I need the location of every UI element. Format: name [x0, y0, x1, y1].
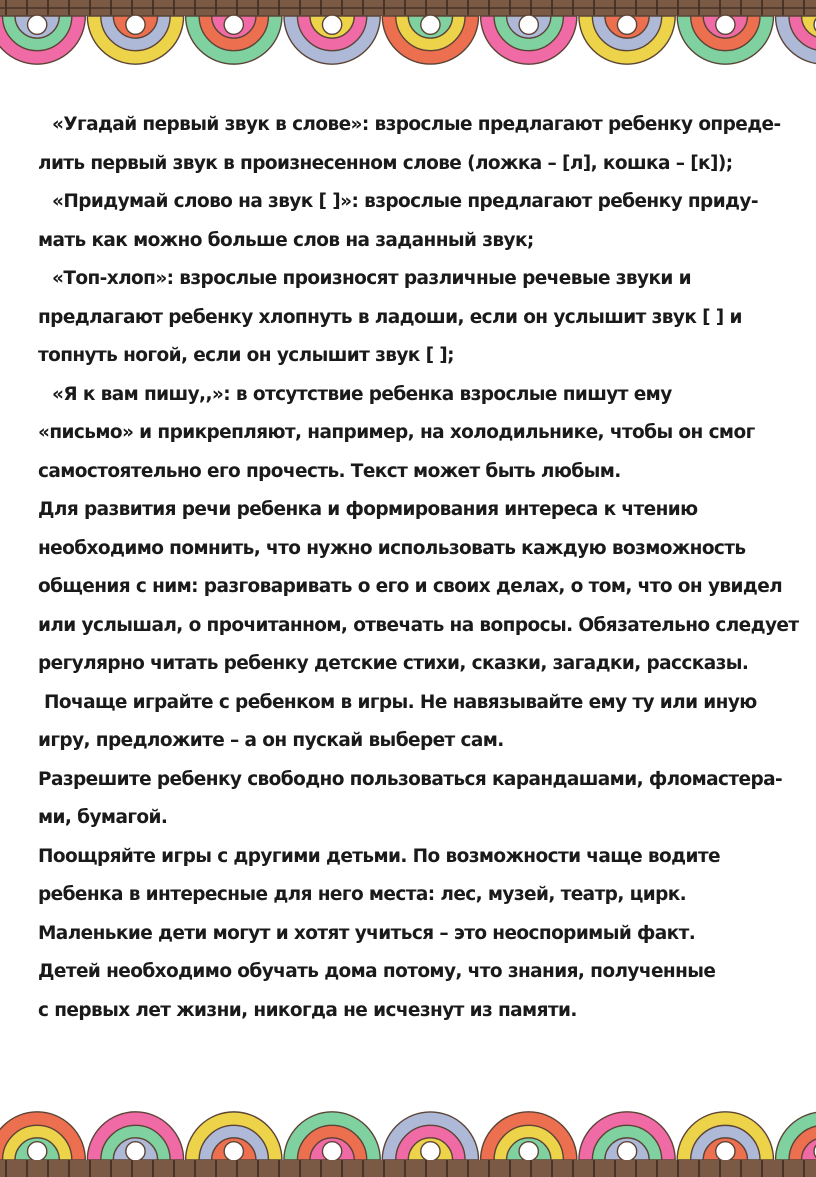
scallop	[284, 1112, 380, 1161]
scallop-eye	[322, 1142, 341, 1161]
text-line: с первых лет жизни, никогда не исчезнут из памяти.	[38, 999, 577, 1021]
scallop	[186, 1112, 282, 1161]
scallop	[382, 15, 478, 64]
scallop-eye	[224, 1142, 243, 1161]
scallop	[0, 15, 85, 64]
scallop	[87, 1112, 183, 1161]
text-line: Поощряйте игры с другими детьми. По возможности чаще водите	[38, 845, 720, 867]
text-line: мать как можно больше слов на заданный звук;	[38, 229, 534, 251]
text-line: общения с ним: разговаривать о его и своих делах, о том, что он увидел	[38, 576, 783, 597]
text-line: ми, бумагой.	[38, 807, 168, 828]
text-line: или услышал, о прочитанном, отвечать на вопросы. Обязательно следует	[38, 614, 799, 636]
scallop-eye	[716, 15, 735, 34]
text-line: регулярно читать ребенку детские стихи, сказки, загадки, рассказы.	[38, 653, 749, 674]
scallop-eye	[421, 15, 440, 34]
text-line: ребенка в интересные для него места: лес, музей, театр, цирк.	[38, 884, 687, 905]
scallop	[579, 15, 675, 64]
document-body	[38, 106, 799, 1030]
text-line: Маленькие дети могут и хотят учиться – это неоспоримый факт.	[38, 922, 696, 944]
text-line: игру, предложите – а он пускай выберет сам.	[38, 730, 504, 751]
scallop-eye	[126, 1142, 145, 1161]
text-line: «Топ-хлоп»: взрослые произносят различные речевые звуки и	[52, 268, 691, 289]
scallop-eye	[126, 15, 145, 34]
scallop	[579, 1112, 675, 1161]
text-line: «Я к вам пишу,,»: в отсутствие ребенка взрослые пишут ему	[52, 383, 672, 405]
text-line: Для развития речи ребенка и формирования интереса к чтению	[38, 499, 698, 520]
text-line: топнуть ногой, если он услышит звук [ ];	[38, 345, 454, 366]
scallop	[284, 15, 380, 64]
scallop	[776, 15, 816, 64]
scallop	[677, 1112, 773, 1161]
scallop	[186, 15, 282, 64]
scallop-eye	[28, 1142, 47, 1161]
scallop-eye	[519, 1142, 538, 1161]
text-line: необходимо помнить, что нужно использовать каждую возможность	[38, 537, 746, 559]
text-line: «Угадай первый звук в слове»: взрослые предлагают ребенку опреде-	[52, 114, 781, 135]
scallop-eye	[322, 15, 341, 34]
scallop-eye	[617, 1142, 636, 1161]
scallop	[677, 15, 773, 64]
top-border-art	[0, 0, 816, 100]
scallop-eye	[28, 15, 47, 34]
scalloped-border-icon	[0, 0, 816, 100]
scallop	[481, 15, 577, 64]
scallop	[382, 1112, 478, 1161]
scallop-eye	[421, 1142, 440, 1161]
text-line: самостоятельно его прочесть. Текст может быть любым.	[38, 460, 621, 482]
scallop-eye	[716, 1142, 735, 1161]
scallop-eye	[519, 15, 538, 34]
scallop-eye	[224, 15, 243, 34]
text-line: лить первый звук в произнесенном слове (ложка – [л], кошка – [к]);	[38, 152, 733, 174]
scallop	[481, 1112, 577, 1161]
text-line: Детей необходимо обучать дома потому, что знания, полученные	[38, 961, 716, 982]
scalloped-border-icon	[0, 1072, 816, 1177]
scallop	[776, 1112, 816, 1161]
bottom-border-art	[0, 1072, 816, 1177]
scallop	[87, 15, 183, 64]
text-line: «письмо» и прикрепляют, например, на холодильнике, чтобы он смог	[38, 422, 755, 443]
text-line: «Придумай слово на звук [ ]»: взрослые предлагают ребенку приду-	[52, 191, 758, 212]
text-line: предлагают ребенку хлопнуть в ладоши, если он услышит звук [ ] и	[38, 306, 742, 328]
scallop	[0, 1112, 85, 1161]
scallop-eye	[617, 15, 636, 34]
text-line: Почаще играйте с ребенком в игры. Не навязывайте ему ту или иную	[44, 691, 757, 713]
fence-strip	[0, 1160, 816, 1177]
text-line: Разрешите ребенку свободно пользоваться карандашами, фломастера-	[38, 768, 783, 790]
